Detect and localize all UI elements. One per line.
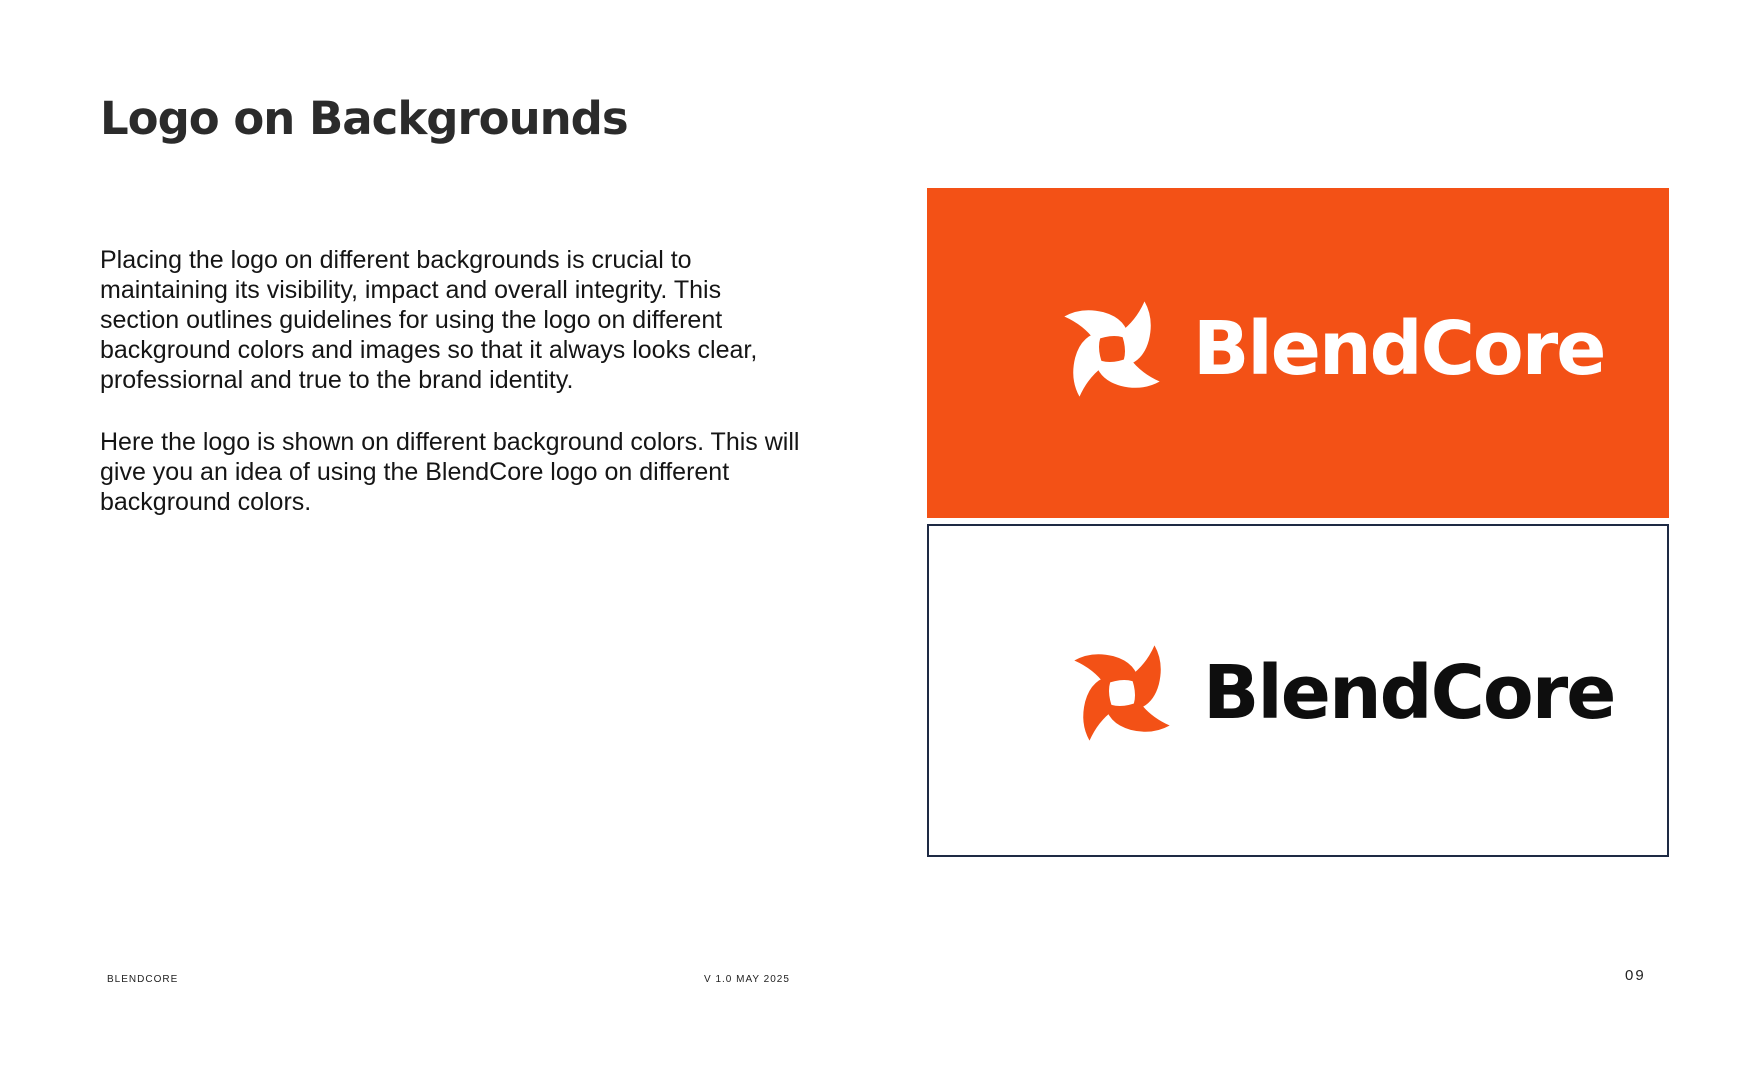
pinwheel-logo-icon xyxy=(1047,284,1177,414)
intro-paragraph: Placing the logo on different backgrounds is crucial to maintaining its visibility, impact and overall integrity. This section outlines guidelines for using the logo on different background colors and images so that it always looks clear, professiornal and true to the brand identity. xyxy=(100,246,758,394)
logo-wordmark: BlendCore xyxy=(1203,650,1615,736)
body-text xyxy=(100,245,800,549)
footer-version: V 1.0 MAY 2025 xyxy=(704,974,790,985)
blendcore-logo-white xyxy=(1047,284,1604,414)
usage-paragraph: Here the logo is shown on different background colors. This will give you an idea of using the BlendCore logo on different background colors. xyxy=(100,428,800,516)
pinwheel-logo-icon xyxy=(1057,628,1187,758)
footer-brand: BLENDCORE xyxy=(107,974,179,985)
blendcore-logo-color xyxy=(1057,628,1614,758)
logo-wordmark: BlendCore xyxy=(1193,306,1605,392)
logo-panel-orange xyxy=(927,188,1669,518)
page-title: Logo on Backgrounds xyxy=(100,92,628,145)
logo-panel-white xyxy=(927,524,1669,857)
page-number: 09 xyxy=(1625,967,1646,984)
